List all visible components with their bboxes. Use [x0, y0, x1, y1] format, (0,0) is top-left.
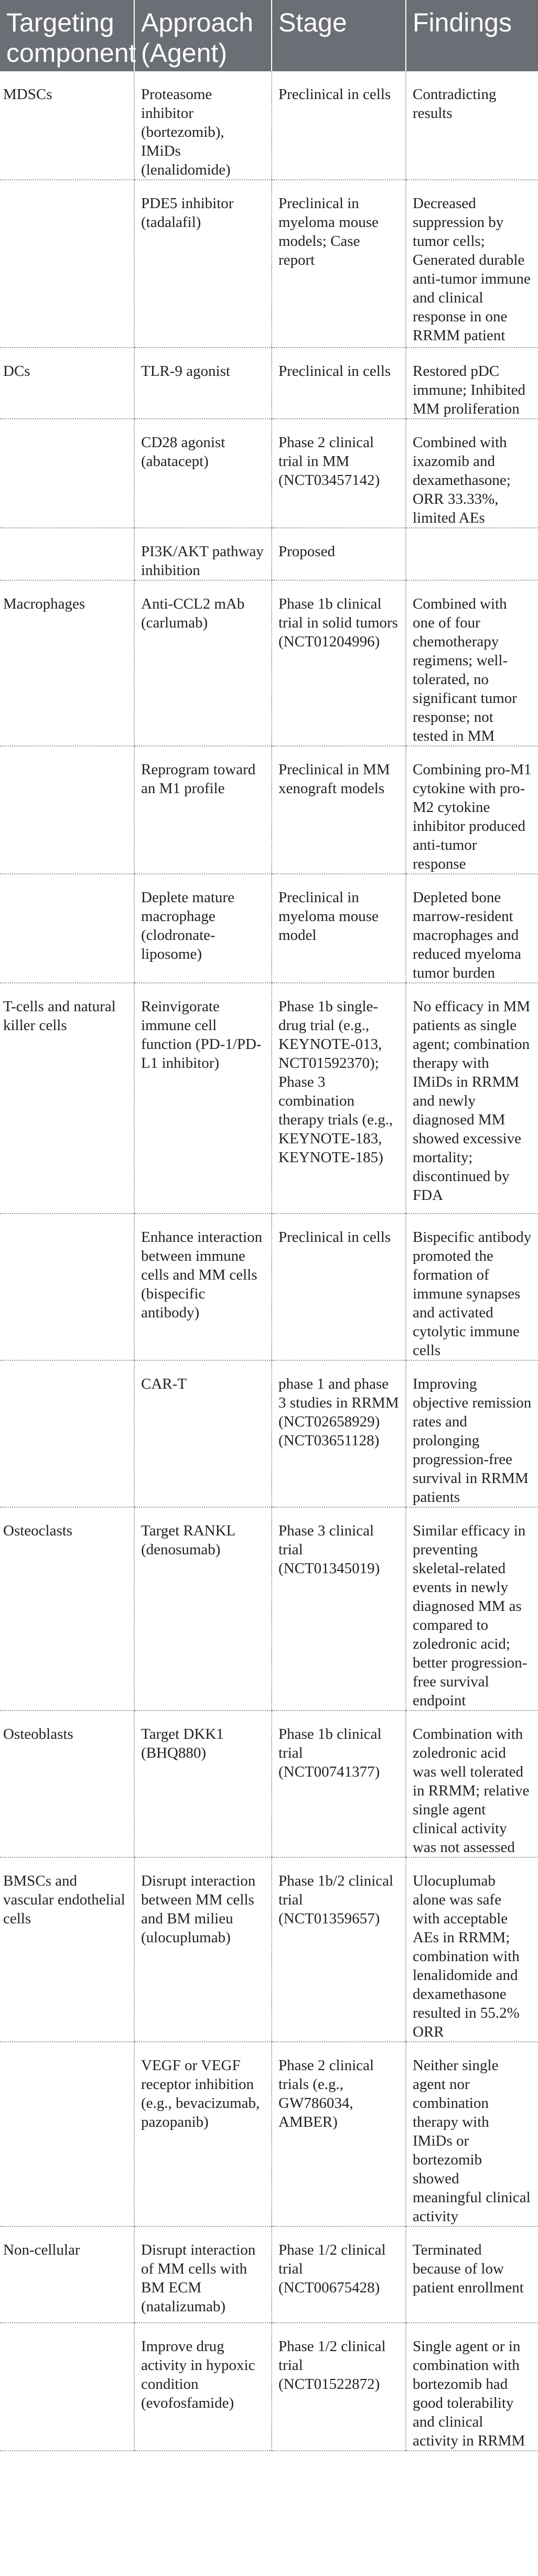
cell-findings: [406, 528, 538, 580]
cell-stage: Phase 2 clinical trial in MM (NCT03457142): [272, 419, 406, 528]
cell-findings: Restored pDC immune; Inhibited MM proliferation: [406, 348, 538, 419]
cell-findings: Depleted bone marrow-resident macrophages and reduced myeloma tumor burden: [406, 874, 538, 983]
cell-stage: Phase 1b clinical trial (NCT00741377): [272, 1711, 406, 1857]
cell-component: Osteoblasts: [0, 1711, 134, 1857]
cell-component: [0, 1360, 134, 1507]
table-row: [0, 528, 538, 580]
table-body: [0, 71, 538, 2451]
cell-approach: Disrupt interaction of MM cells with BM ECM (natalizumab): [134, 2226, 272, 2323]
cell-stage: Phase 1/2 clinical trial (NCT01522872): [272, 2323, 406, 2451]
cell-stage: Proposed: [272, 528, 406, 580]
table-row: [0, 1507, 538, 1711]
table-row: [0, 2042, 538, 2226]
cell-component: Macrophages: [0, 580, 134, 746]
table-row: [0, 874, 538, 983]
cell-findings: Improving objective remission rates and prolonging progression-free survival in RRMM patients: [406, 1360, 538, 1507]
cell-component: [0, 874, 134, 983]
cell-approach: Reinvigorate immune cell function (PD-1/PD-L1 inhibitor): [134, 983, 272, 1214]
cell-approach: Target RANKL (denosumab): [134, 1507, 272, 1711]
header-findings: Findings: [406, 0, 538, 71]
table-row: [0, 1711, 538, 1857]
table-row: [0, 419, 538, 528]
cell-stage: Phase 1/2 clinical trial (NCT00675428): [272, 2226, 406, 2323]
table-row: [0, 2226, 538, 2323]
header-approach: Approach (Agent): [134, 0, 272, 71]
cell-component: [0, 528, 134, 580]
table-row: [0, 580, 538, 746]
cell-approach: PI3K/AKT pathway inhibition: [134, 528, 272, 580]
cell-component: Osteoclasts: [0, 1507, 134, 1711]
table-row: [0, 1857, 538, 2042]
cell-approach: Target DKK1 (BHQ880): [134, 1711, 272, 1857]
cell-approach: PDE5 inhibitor (tadalafil): [134, 180, 272, 348]
cell-approach: Improve drug activity in hypoxic condition (evofosfamide): [134, 2323, 272, 2451]
cell-findings: No efficacy in MM patients as single agent; combination therapy with IMiDs in RRMM and newly diagnosed MM showed excessive mortality; discontinued by FDA: [406, 983, 538, 1214]
header-targeting-component: Targeting component: [0, 0, 134, 71]
cell-findings: Combination with zoledronic acid was well tolerated in RRMM; relative single agent clinical activity was not assessed: [406, 1711, 538, 1857]
cell-stage: Preclinical in cells: [272, 1214, 406, 1360]
cell-findings: Bispecific antibody promoted the formation of immune synapses and activated cytolytic immune cells: [406, 1214, 538, 1360]
cell-component: [0, 180, 134, 348]
cell-approach: Disrupt interaction between MM cells and BM milieu (ulocuplumab): [134, 1857, 272, 2042]
cell-approach: Deplete mature macrophage (clodronate-liposome): [134, 874, 272, 983]
cell-approach: Proteasome inhibitor (bortezomib), IMiDs (lenalidomide): [134, 71, 272, 180]
cell-component: [0, 419, 134, 528]
cell-stage: Preclinical in MM xenograft models: [272, 746, 406, 874]
cell-approach: TLR-9 agonist: [134, 348, 272, 419]
cell-stage: Preclinical in myeloma mouse model: [272, 874, 406, 983]
cell-findings: Contradicting results: [406, 71, 538, 180]
cell-approach: Enhance interaction between immune cells and MM cells (bispecific antibody): [134, 1214, 272, 1360]
cell-component: [0, 746, 134, 874]
cell-findings: Combined with one of four chemotherapy regimens; well-tolerated, no significant tumor response; not tested in MM: [406, 580, 538, 746]
cell-findings: Neither single agent nor combination therapy with IMiDs or bortezomib showed meaningful clinical activity: [406, 2042, 538, 2226]
cell-stage: Phase 1b single-drug trial (e.g., KEYNOTE-013, NCT01592370); Phase 3 combination therapy trials (e.g., KEYNOTE-183, KEYNOTE-185): [272, 983, 406, 1214]
cell-stage: Preclinical in cells: [272, 348, 406, 419]
table-row: [0, 983, 538, 1214]
cell-approach: Reprogram toward an M1 profile: [134, 746, 272, 874]
cell-approach: CD28 agonist (abatacept): [134, 419, 272, 528]
cell-findings: Terminated because of low patient enrollment: [406, 2226, 538, 2323]
cell-stage: phase 1 and phase 3 studies in RRMM (NCT02658929) (NCT03651128): [272, 1360, 406, 1507]
cell-stage: Phase 2 clinical trials (e.g., GW786034, AMBER): [272, 2042, 406, 2226]
header-stage: Stage: [272, 0, 406, 71]
cell-stage: Phase 1b/2 clinical trial (NCT01359657): [272, 1857, 406, 2042]
cell-findings: Ulocuplumab alone was safe with acceptable AEs in RRMM; combination with lenalidomide and dexamethasone resulted in 55.2% ORR: [406, 1857, 538, 2042]
cell-stage: Phase 3 clinical trial (NCT01345019): [272, 1507, 406, 1711]
table-header: [0, 0, 538, 71]
cell-findings: Single agent or in combination with bortezomib had good tolerability and clinical activity in RRMM: [406, 2323, 538, 2451]
cell-findings: Combined with ixazomib and dexamethasone; ORR 33.33%, limited AEs: [406, 419, 538, 528]
cell-stage: Phase 1b clinical trial in solid tumors (NCT01204996): [272, 580, 406, 746]
table-row: [0, 2323, 538, 2451]
table-row: [0, 71, 538, 180]
cell-component: Non-cellular: [0, 2226, 134, 2323]
cell-component: [0, 2323, 134, 2451]
cell-findings: Combining pro-M1 cytokine with pro-M2 cytokine inhibitor produced anti-tumor response: [406, 746, 538, 874]
cell-component: MDSCs: [0, 71, 134, 180]
header-row: [0, 0, 538, 71]
table-row: [0, 1360, 538, 1507]
cell-findings: Similar efficacy in preventing skeletal-related events in newly diagnosed MM as compared to zoledronic acid; better progression-free survival endpoint: [406, 1507, 538, 1711]
cell-approach: VEGF or VEGF receptor inhibition (e.g., bevacizumab, pazopanib): [134, 2042, 272, 2226]
cell-approach: CAR-T: [134, 1360, 272, 1507]
table-row: [0, 1214, 538, 1360]
cell-component: DCs: [0, 348, 134, 419]
cell-findings: Decreased suppression by tumor cells; Generated durable anti-tumor immune and clinical response in one RRMM patient: [406, 180, 538, 348]
cell-stage: Preclinical in myeloma mouse models; Case report: [272, 180, 406, 348]
cell-component: [0, 1214, 134, 1360]
cell-approach: Anti-CCL2 mAb (carlumab): [134, 580, 272, 746]
table-row: [0, 348, 538, 419]
cell-component: BMSCs and vascular endothelial cells: [0, 1857, 134, 2042]
cell-component: [0, 2042, 134, 2226]
table-row: [0, 180, 538, 348]
cell-component: T-cells and natural killer cells: [0, 983, 134, 1214]
cell-stage: Preclinical in cells: [272, 71, 406, 180]
table-row: [0, 746, 538, 874]
